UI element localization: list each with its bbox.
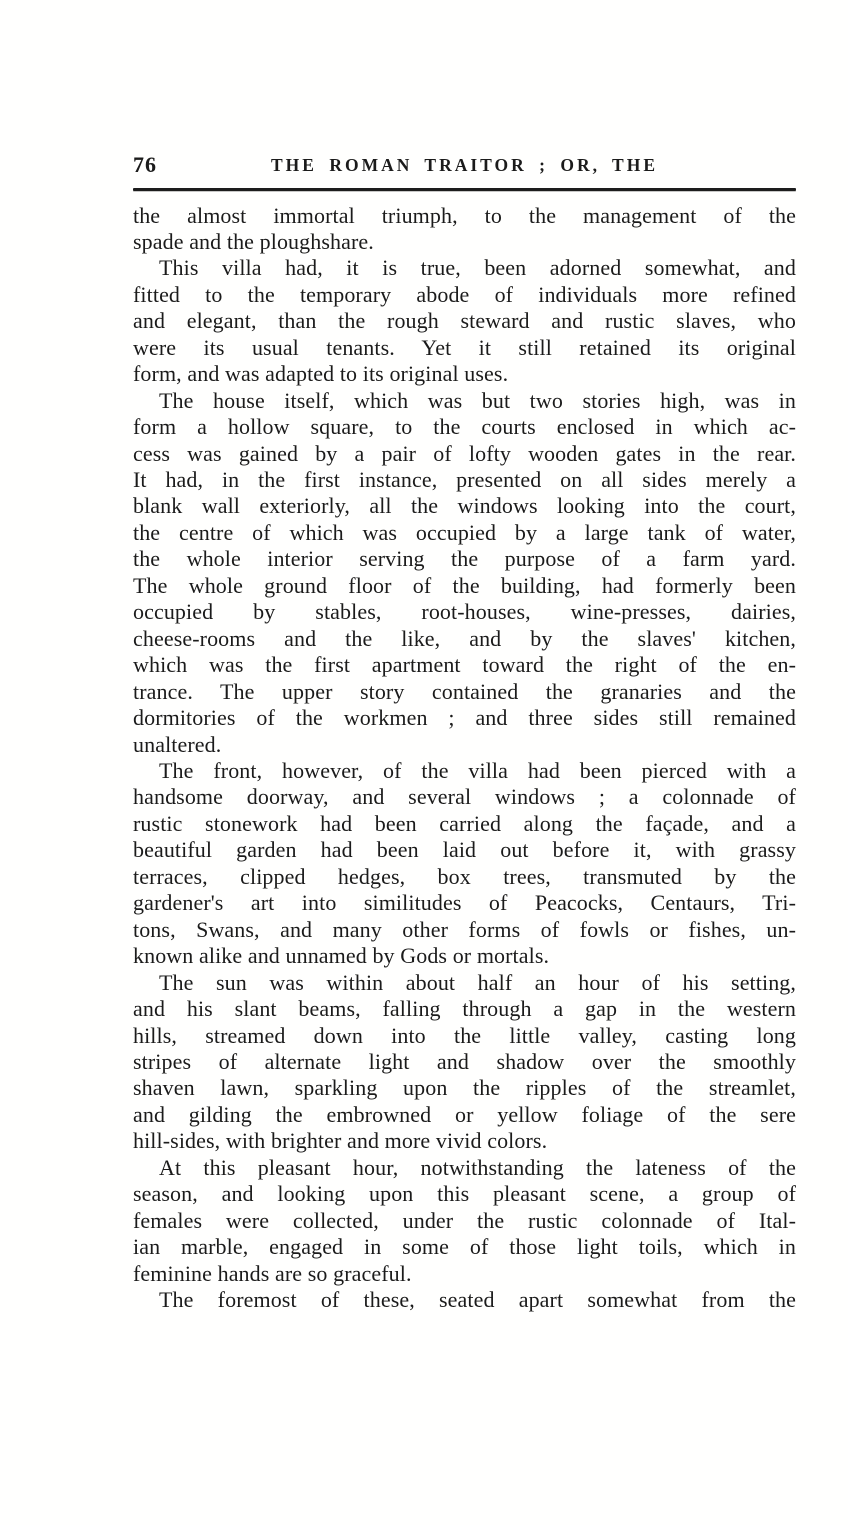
text-line: and gilding the embrowned or yellow foliage of the sere <box>133 1101 796 1127</box>
text-line: females were collected, under the rustic colonnade of Ital- <box>133 1207 796 1233</box>
text-line: It had, in the first instance, presented on all sides merely a <box>133 467 796 493</box>
text-line: terraces, clipped hedges, box trees, transmuted by the <box>133 863 796 889</box>
text-line: shaven lawn, sparkling upon the ripples of the streamlet, <box>133 1075 796 1101</box>
text-line: tons, Swans, and many other forms of fowls or fishes, un- <box>133 916 796 942</box>
text-line: This villa had, it is true, been adorned somewhat, and <box>159 255 796 281</box>
text-line: ian marble, engaged in some of those light toils, which in <box>133 1234 796 1260</box>
page-number: 76 <box>133 152 157 177</box>
text-line: The foremost of these, seated apart somewhat from the <box>159 1287 796 1313</box>
text-line: trance. The upper story contained the granaries and the <box>133 678 796 704</box>
text-line: spade and the ploughshare. <box>133 228 374 254</box>
text-line: the almost immortal triumph, to the management of the <box>133 202 796 228</box>
text-line: season, and looking upon this pleasant scene, a group of <box>133 1181 796 1207</box>
text-line: At this pleasant hour, notwithstanding the lateness of the <box>159 1154 796 1180</box>
text-line: cheese-rooms and the like, and by the slaves' kitchen, <box>133 625 796 651</box>
text-line: the centre of which was occupied by a large tank of water, <box>133 519 796 545</box>
text-line: dormitories of the workmen ; and three sides still remained <box>133 705 796 731</box>
text-line: unaltered. <box>133 731 222 757</box>
text-line: The house itself, which was but two stories high, was in <box>159 387 796 413</box>
text-line: The front, however, of the villa had been pierced with a <box>159 758 796 784</box>
text-line: cess was gained by a pair of lofty wooden gates in the rear. <box>133 440 796 466</box>
text-line: form, and was adapted to its original uses. <box>133 361 509 387</box>
page-text <box>133 203 796 1314</box>
text-line: The whole ground floor of the building, had formerly been <box>133 572 796 598</box>
text-line: beautiful garden had been laid out before it, with grassy <box>133 837 796 863</box>
running-title: THE ROMAN TRAITOR ; OR, THE <box>270 155 659 175</box>
text-line: blank wall exteriorly, all the windows looking into the court, <box>133 493 796 519</box>
text-line: handsome doorway, and several windows ; a colonnade of <box>133 784 796 810</box>
text-line: known alike and unnamed by Gods or mortals. <box>133 943 550 969</box>
text-column <box>133 150 796 1314</box>
text-line: hills, streamed down into the little valley, casting long <box>133 1022 796 1048</box>
text-line: The sun was within about half an hour of his setting, <box>159 969 796 995</box>
header-rule <box>133 188 796 191</box>
text-line: rustic stonework had been carried along the façade, and a <box>133 810 796 836</box>
text-line: the whole interior serving the purpose of a farm yard. <box>133 546 796 572</box>
text-line: which was the first apartment toward the right of the en- <box>133 652 796 678</box>
text-line: hill-sides, with brighter and more vivid colors. <box>133 1128 548 1154</box>
text-line: gardener's art into similitudes of Peacocks, Centaurs, Tri- <box>133 890 796 916</box>
text-line: fitted to the temporary abode of individuals more refined <box>133 281 796 307</box>
text-line: form a hollow square, to the courts enclosed in which ac- <box>133 414 796 440</box>
text-line: stripes of alternate light and shadow over the smoothly <box>133 1049 796 1074</box>
text-line: and his slant beams, falling through a gap in the western <box>133 996 796 1022</box>
text-line: feminine hands are so graceful. <box>133 1260 412 1286</box>
running-head <box>133 150 796 182</box>
text-line: occupied by stables, root-houses, wine-presses, dairies, <box>133 599 796 625</box>
text-line: were its usual tenants. Yet it still retained its original <box>133 334 796 360</box>
text-line: and elegant, than the rough steward and rustic slaves, who <box>133 308 796 334</box>
